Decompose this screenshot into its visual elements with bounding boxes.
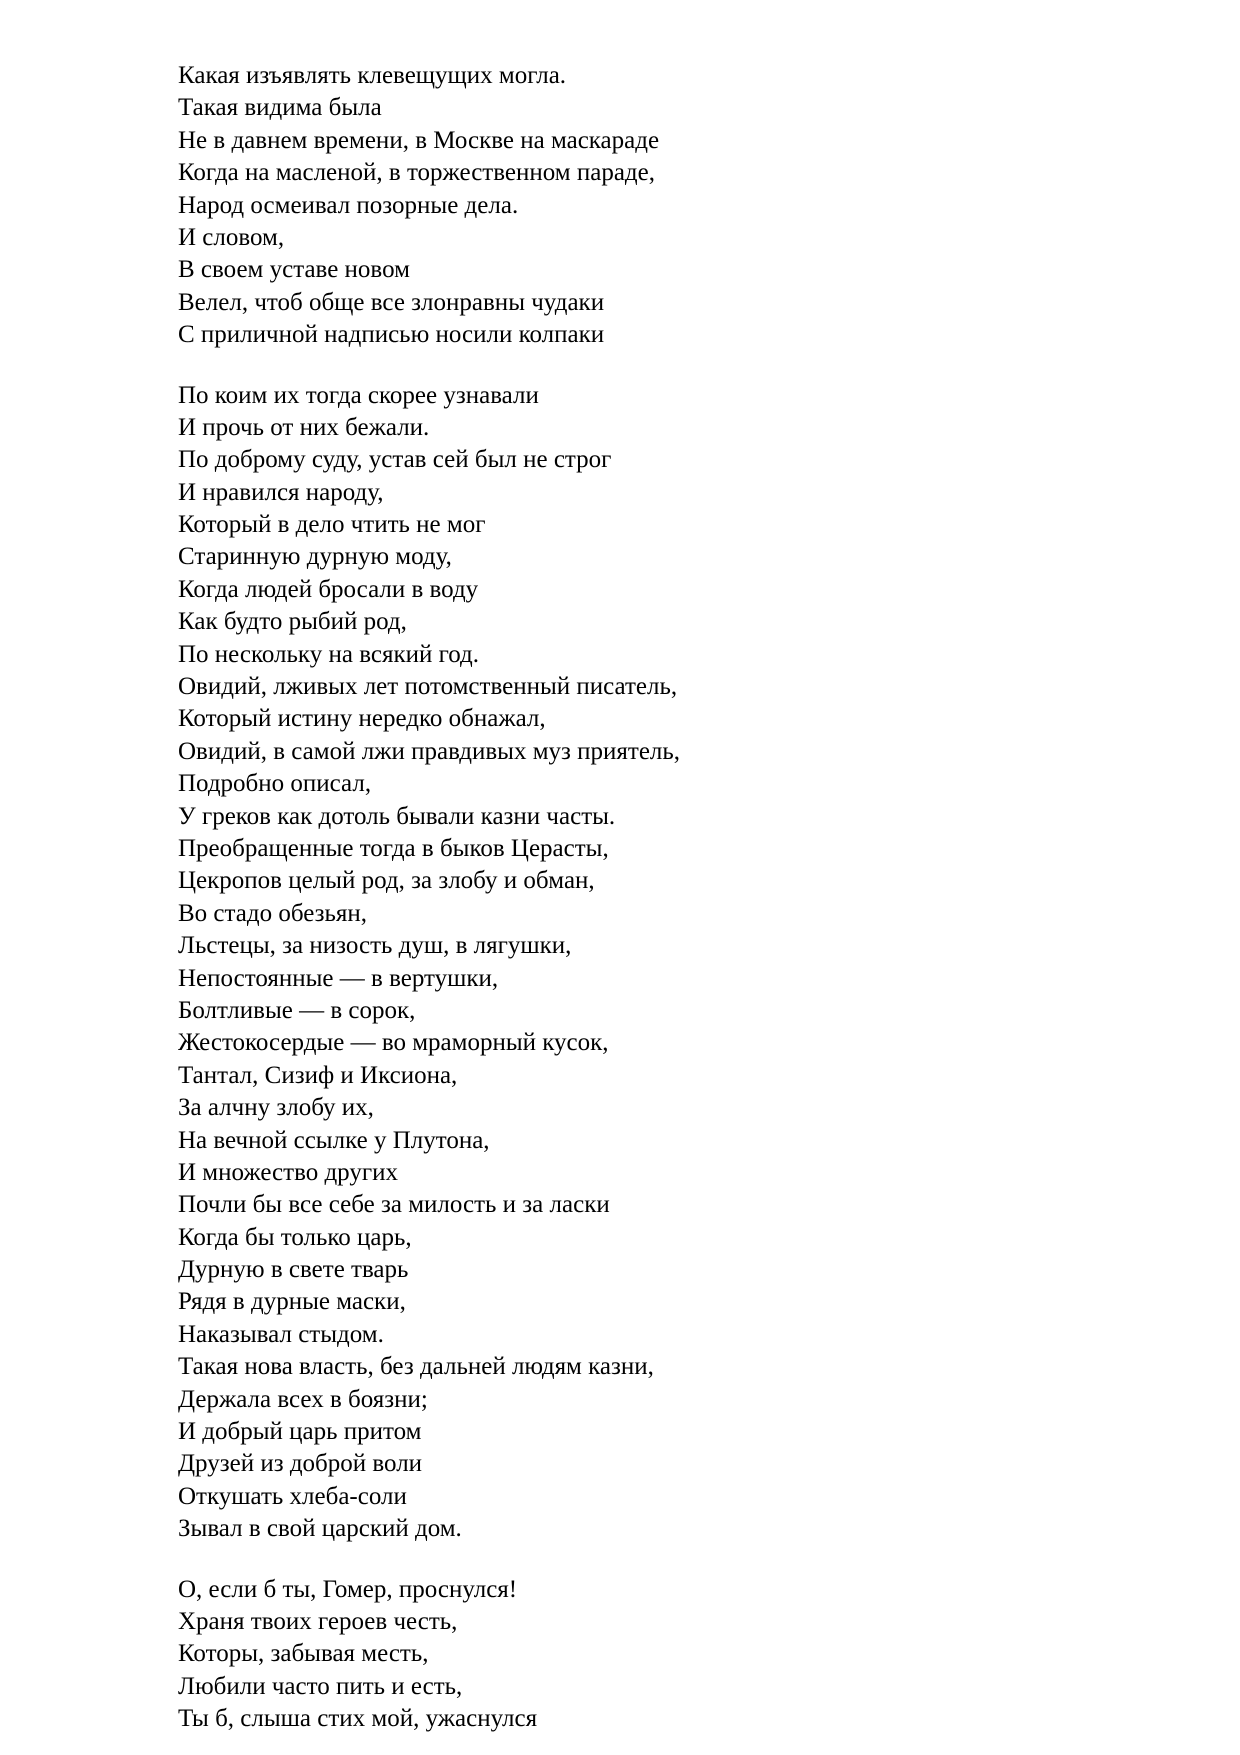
poem-line: Который истину нередко обнажал, bbox=[178, 705, 546, 733]
poem-line: Когда на масленой, в торжественном параде, bbox=[178, 159, 655, 187]
poem-line: Непостоянные — в вертушки, bbox=[178, 964, 499, 992]
stanza bbox=[178, 380, 1178, 1546]
poem-line: Когда бы только царь, bbox=[178, 1223, 412, 1251]
poem-line: И множество других bbox=[178, 1158, 398, 1186]
poem-line: Держала всех в боязни; bbox=[178, 1385, 428, 1413]
poem-line: Когда людей бросали в воду bbox=[178, 575, 479, 603]
poem-line: Как будто рыбий род, bbox=[178, 608, 407, 636]
poem-line: Ты б, слыша стих мой, ужаснулся bbox=[178, 1705, 538, 1733]
poem-line: По доброму суду, устав сей был не строг bbox=[178, 446, 612, 474]
poem-line: Такая нова власть, без дальней людям казни, bbox=[178, 1353, 654, 1381]
poem-line: Любили часто пить и есть, bbox=[178, 1672, 463, 1700]
poem-line: Друзей из доброй воли bbox=[178, 1450, 423, 1478]
poem-line: Который в дело чтить не мог bbox=[178, 511, 486, 539]
poem-line: Льстецы, за низость душ, в лягушки, bbox=[178, 932, 572, 960]
poem-line: О, если б ты, Гомер, проснулся! bbox=[178, 1575, 518, 1603]
poem-line: Овидий, в самой лжи правдивых муз приятель, bbox=[178, 737, 681, 765]
poem-line: Почли бы все себе за милость и за ласки bbox=[178, 1191, 610, 1219]
stanza bbox=[178, 1574, 1178, 1736]
poem-line: У греков как дотоль бывали казни часты. bbox=[178, 802, 616, 830]
poem-line: На вечной ссылке у Плутона, bbox=[178, 1126, 490, 1154]
poem-line: С приличной надписью носили колпаки bbox=[178, 321, 605, 349]
poem-line: Храня твоих героев честь, bbox=[178, 1607, 458, 1635]
poem-line: Старинную дурную моду, bbox=[178, 543, 452, 571]
poem-line: Цекропов целый род, за злобу и обман, bbox=[178, 867, 595, 895]
poem-line: Рядя в дурные маски, bbox=[178, 1288, 406, 1316]
poem-line: Болтливые — в сорок, bbox=[178, 996, 416, 1024]
poem-line: Дурную в свете тварь bbox=[178, 1256, 409, 1284]
poem-line: Наказывал стыдом. bbox=[178, 1320, 384, 1348]
poem-line: В своем уставе новом bbox=[178, 256, 410, 284]
poem-line: Такая видима была bbox=[178, 94, 382, 122]
poem-line: Не в давнем времени, в Москве на маскараде bbox=[178, 126, 660, 154]
stanza bbox=[178, 60, 1178, 352]
poem-line: Овидий, лживых лет потомственный писатель, bbox=[178, 673, 678, 701]
poem-line: И словом, bbox=[178, 223, 285, 251]
poem-line: Которы, забывая месть, bbox=[178, 1640, 429, 1668]
poem-line: И нравился народу, bbox=[178, 478, 384, 506]
poem-line: Во стадо обезьян, bbox=[178, 899, 368, 927]
poem-line: По нескольку на всякий год. bbox=[178, 640, 479, 668]
poem-line: Откушать хлеба-соли bbox=[178, 1482, 407, 1510]
poem-text bbox=[178, 60, 1178, 1736]
poem-line: И прочь от них бежали. bbox=[178, 413, 430, 441]
poem-line: Подробно описал, bbox=[178, 770, 372, 798]
poem-line: И добрый царь притом bbox=[178, 1418, 422, 1446]
poem-line: Велел, чтоб обще все злонравны чудаки bbox=[178, 288, 605, 316]
poem-line: По коим их тогда скорее узнавали bbox=[178, 381, 539, 409]
poem-line: Народ осмеивал позорные дела. bbox=[178, 191, 519, 219]
poem-line: Зывал в свой царский дом. bbox=[178, 1515, 462, 1543]
poem-line: Жестокосердые — во мраморный кусок, bbox=[178, 1029, 609, 1057]
poem-line: Какая изъявлять клевещущих могла. bbox=[178, 62, 567, 89]
poem-line: За алчну злобу их, bbox=[178, 1094, 374, 1122]
poem-line: Преобращенные тогда в быков Церасты, bbox=[178, 834, 609, 862]
poem-line: Тантал, Сизиф и Иксиона, bbox=[178, 1061, 458, 1089]
